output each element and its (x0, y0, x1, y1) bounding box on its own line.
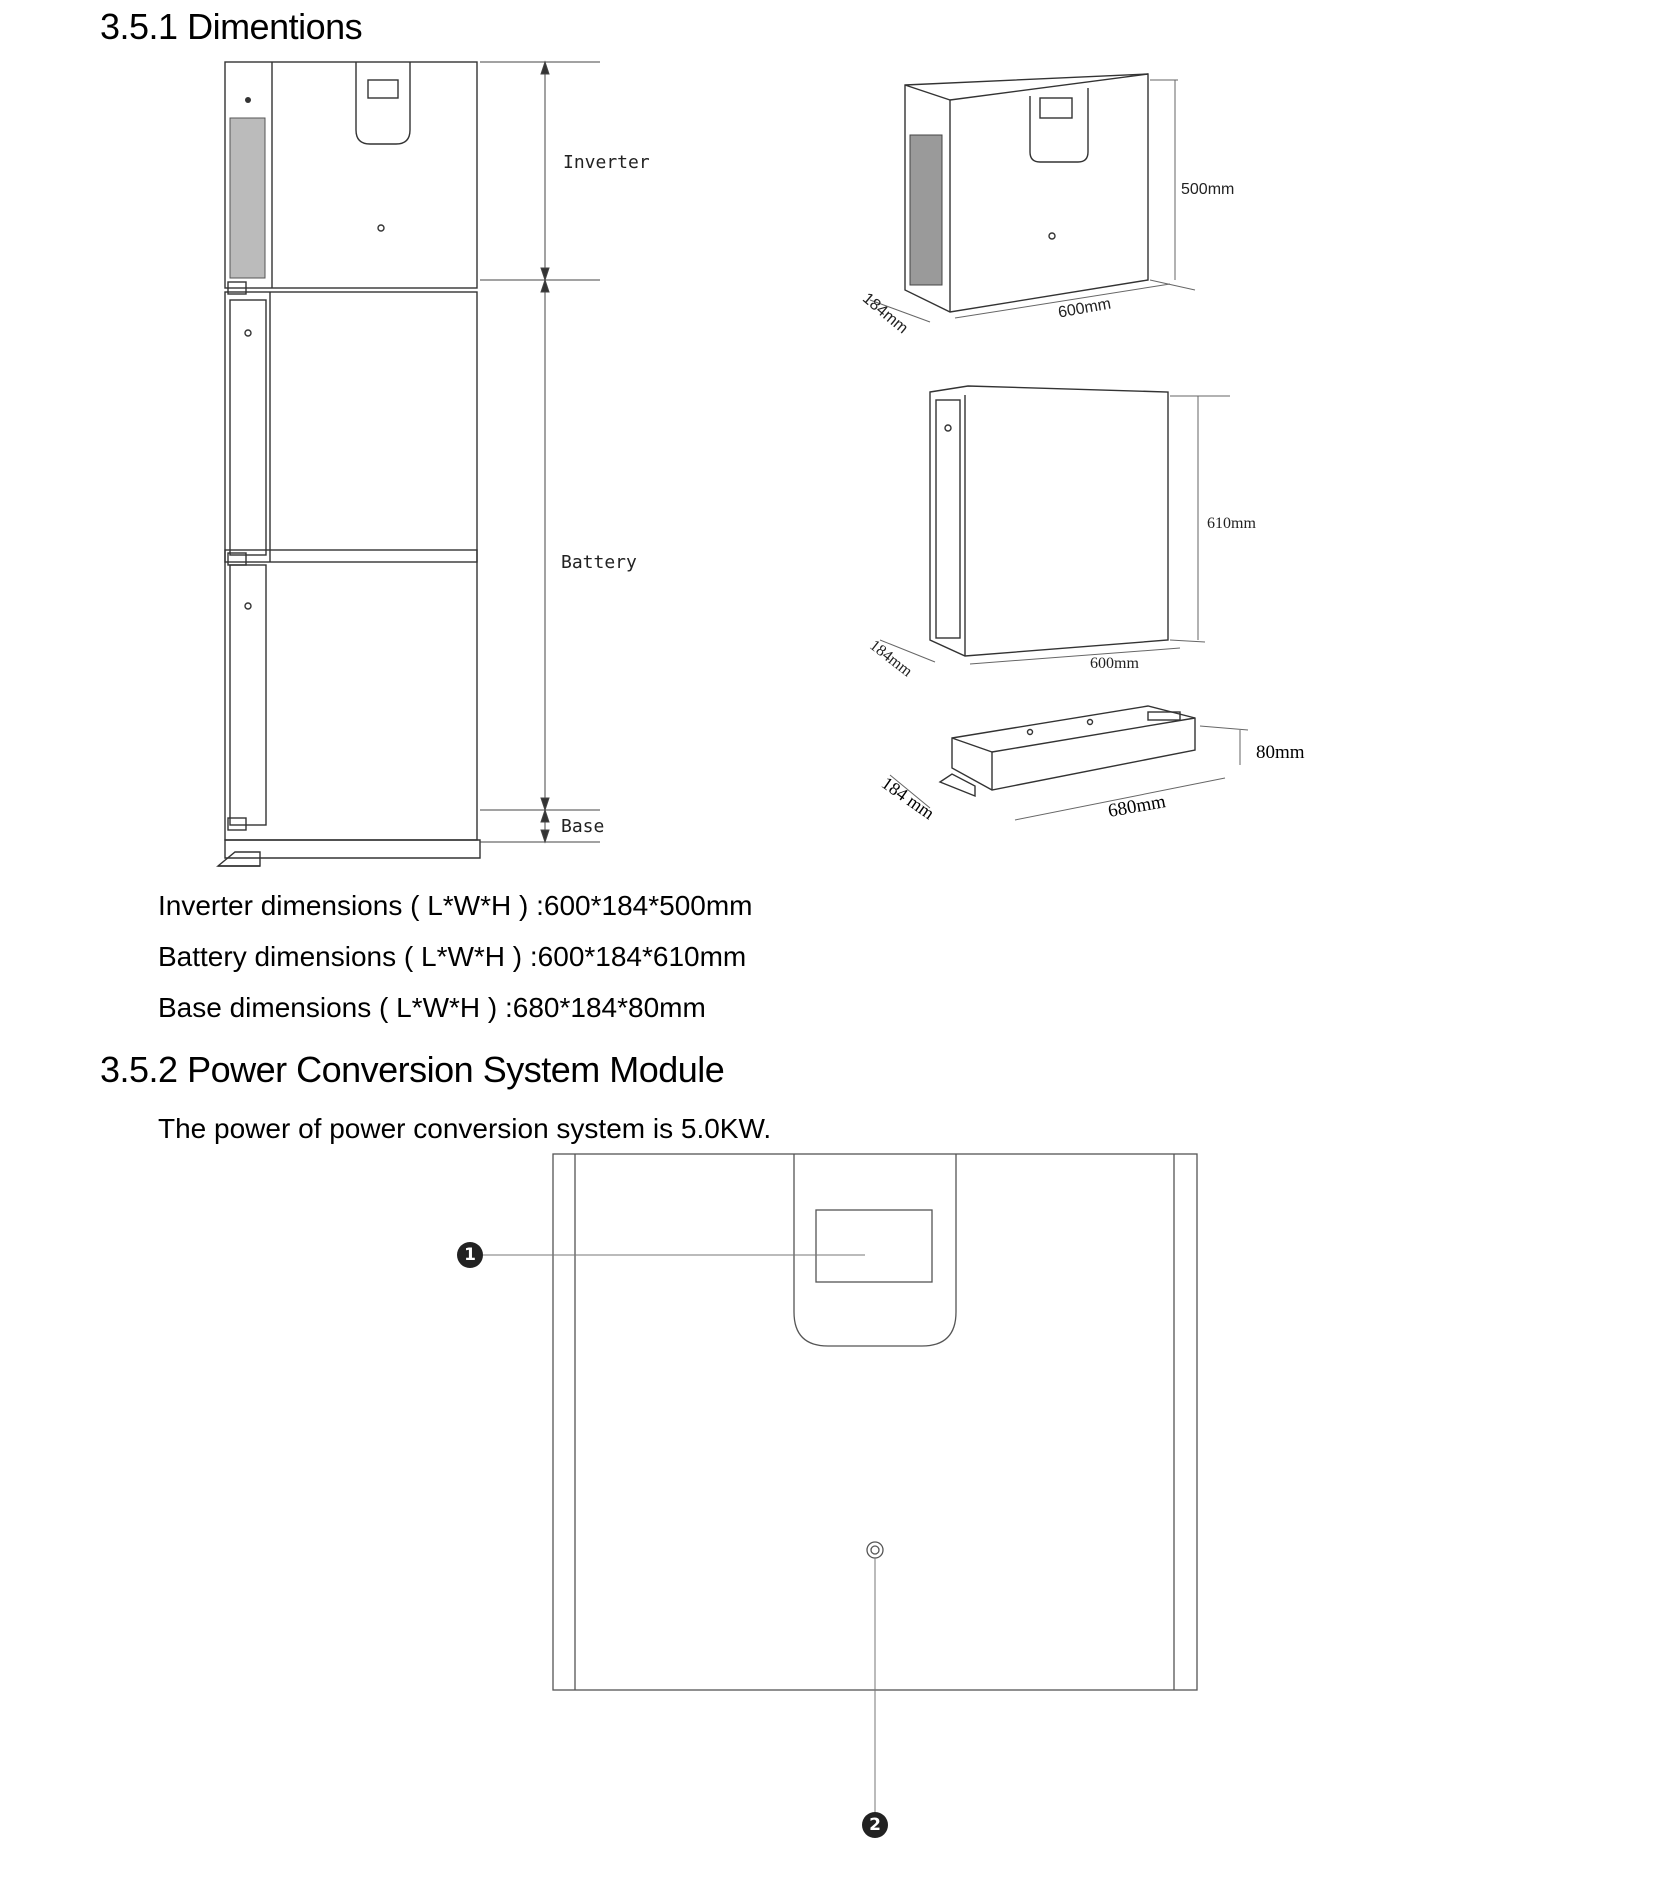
label-inverter: Inverter (563, 152, 650, 173)
label-battery: Battery (561, 552, 637, 573)
inverter-height-label: 500mm (1181, 181, 1235, 198)
section-heading-dimensions: 3.5.1 Dimentions (100, 6, 363, 47)
base-depth-label: 184 mm (877, 772, 939, 824)
spec-base: Base dimensions ( L*W*H ) :680*184*80mm (158, 992, 706, 1023)
battery-width-label: 600mm (1090, 655, 1139, 672)
spec-battery: Battery dimensions ( L*W*H ) :600*184*610mm (158, 941, 747, 972)
battery-height-label: 610mm (1207, 515, 1256, 532)
label-base: Base (561, 816, 605, 837)
base-width-label: 680mm (1106, 791, 1168, 822)
pcs-power-text: The power of power conversion system is 5.0KW. (158, 1113, 772, 1144)
base-height-label: 80mm (1256, 742, 1305, 763)
section-heading-pcs-module: 3.5.2 Power Conversion System Module (100, 1049, 725, 1090)
callout-2: 2 (862, 1812, 888, 1838)
inverter-depth-label: 184mm (859, 289, 911, 338)
inverter-width-label: 600mm (1056, 295, 1113, 322)
spec-inverter: Inverter dimensions ( L*W*H ) :600*184*500mm (158, 890, 753, 921)
callout-1: 1 (457, 1242, 483, 1268)
battery-depth-label: 184mm (866, 636, 916, 681)
